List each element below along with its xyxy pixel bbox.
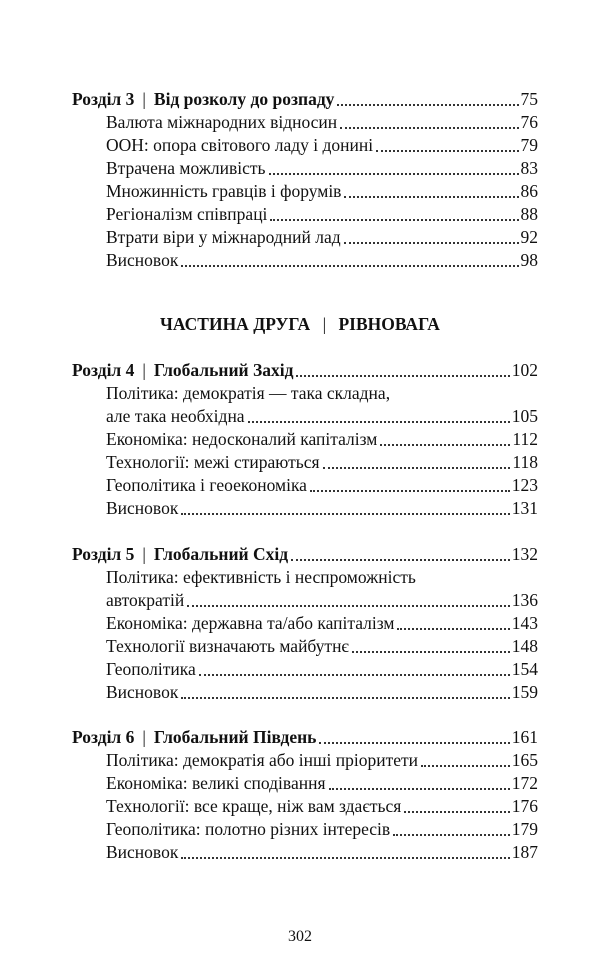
toc-chapter-3: [0, 88, 600, 112]
dot-leader: [187, 605, 510, 607]
item-title: Множинність гравців і форумів: [106, 181, 342, 201]
separator: |: [142, 544, 146, 564]
dot-leader: [421, 765, 510, 767]
separator: |: [142, 727, 146, 747]
separator: |: [142, 360, 146, 380]
item-title-line1: Політика: ефективність і неспроможність: [106, 567, 416, 587]
item-title: Технології: межі стираються: [106, 452, 320, 472]
chapter-title: Глобальний Захід: [153, 360, 294, 380]
item-title: Валюта міжнародних відносин: [106, 112, 338, 132]
page-number: 105: [511, 406, 538, 426]
item-title: Втрачена можливість: [106, 158, 266, 178]
chapter-label: Розділ 6: [72, 727, 135, 747]
toc-item-line1: [0, 566, 600, 590]
chapter-heading-row: [72, 359, 538, 381]
dot-leader: [344, 196, 518, 198]
dot-leader: [181, 513, 509, 515]
item-title: Висновок: [106, 682, 179, 702]
item-title: Економіка: великі сподівання: [106, 773, 326, 793]
toc-item: [0, 795, 600, 819]
toc-item: [0, 111, 600, 135]
dot-leader: [270, 219, 518, 221]
toc-item: [0, 226, 600, 250]
dot-leader: [199, 674, 510, 676]
toc-chapter-6: [0, 726, 600, 750]
dot-leader: [352, 651, 510, 653]
toc-item: [0, 134, 600, 158]
page-number: 102: [511, 360, 538, 380]
toc-item: [0, 157, 600, 181]
dot-leader: [323, 467, 511, 469]
item-title: Політика: демократія або інші пріоритети: [106, 750, 419, 770]
toc-item: [0, 474, 600, 498]
page-number: 112: [512, 429, 538, 449]
part-label: ЧАСТИНА ДРУГА: [160, 314, 311, 334]
chapter-label: Розділ 4: [72, 360, 135, 380]
chapter-label: Розділ 5: [72, 544, 135, 564]
dot-leader: [376, 150, 518, 152]
dot-leader: [291, 559, 510, 561]
dot-leader: [248, 421, 510, 423]
toc-chapter-5: [0, 543, 600, 567]
dot-leader: [340, 127, 518, 129]
dot-leader: [269, 173, 519, 175]
chapter-heading-row: [72, 543, 538, 565]
item-title: Економіка: недосконалий капіталізм: [106, 429, 378, 449]
dot-leader: [404, 811, 509, 813]
item-title: Висновок: [106, 842, 179, 862]
item-title: Технології визначають майбутнє: [106, 636, 349, 656]
toc-item: [0, 497, 600, 521]
toc-item: [0, 428, 600, 452]
page-number: 123: [511, 475, 538, 495]
toc-item: [0, 681, 600, 705]
part-title: РІВНОВАГА: [338, 314, 440, 334]
dot-leader: [380, 444, 510, 446]
separator: |: [322, 314, 327, 334]
toc-chapter-4: [0, 359, 600, 383]
toc-item: [0, 612, 600, 636]
dot-leader: [329, 788, 510, 790]
dot-leader: [181, 265, 518, 267]
item-title: Регіоналізм співпраці: [106, 204, 268, 224]
page-number: 75: [520, 89, 538, 109]
item-title: Геополітика: [106, 659, 196, 679]
page-number: 98: [520, 250, 538, 270]
dot-leader: [337, 104, 518, 106]
chapter-heading-row: [72, 726, 538, 748]
toc-item: [0, 749, 600, 773]
page-number: 154: [511, 659, 538, 679]
page-number: 131: [511, 498, 538, 518]
dot-leader: [319, 742, 509, 744]
dot-leader: [310, 490, 510, 492]
toc-item: [0, 658, 600, 682]
chapter-title: Глобальний Схід: [153, 544, 289, 564]
page-number: 86: [520, 181, 538, 201]
page-number: 132: [511, 544, 538, 564]
toc-item: [0, 180, 600, 204]
toc-item: [0, 589, 600, 613]
toc-item-line1: [0, 382, 600, 406]
toc-item: [0, 841, 600, 865]
item-title: Втрати віри у міжнародний лад: [106, 227, 341, 247]
page-number: 143: [511, 613, 538, 633]
item-title: Висновок: [106, 250, 179, 270]
toc-item: [0, 451, 600, 475]
item-title: Геополітика: полотно різних інтересів: [106, 819, 391, 839]
toc-item: [0, 635, 600, 659]
item-title: Технології: все краще, ніж вам здається: [106, 796, 402, 816]
page-number: 161: [511, 727, 538, 747]
page-number: 88: [520, 204, 538, 224]
page-number: 159: [511, 682, 538, 702]
page-number: 187: [511, 842, 538, 862]
chapter-heading-row: [72, 88, 538, 110]
item-title: Геополітика і геоекономіка: [106, 475, 307, 495]
item-title: автократій: [106, 590, 185, 610]
toc-item: [0, 818, 600, 842]
dot-leader: [393, 834, 510, 836]
chapter-title: Від розколу до розпаду: [153, 89, 335, 109]
item-title: Економіка: державна та/або капіталізм: [106, 613, 395, 633]
page-number: 79: [520, 135, 538, 155]
page-number: 83: [520, 158, 538, 178]
page-number: 76: [520, 112, 538, 132]
separator: |: [142, 89, 146, 109]
page-number: 92: [520, 227, 538, 247]
dot-leader: [296, 375, 509, 377]
item-title-line1: Політика: демократія — така складна,: [106, 383, 391, 403]
page-number: 118: [512, 452, 538, 472]
page-number: 179: [511, 819, 538, 839]
toc-item: [0, 203, 600, 227]
toc-item: [0, 249, 600, 273]
page-number: 136: [511, 590, 538, 610]
dot-leader: [397, 628, 509, 630]
dot-leader: [181, 697, 509, 699]
toc-item: [0, 772, 600, 796]
page-number: 165: [511, 750, 538, 770]
page-number: 148: [511, 636, 538, 656]
chapter-title: Глобальний Південь: [153, 727, 317, 747]
toc-item: [0, 405, 600, 429]
page-number: 172: [511, 773, 538, 793]
chapter-label: Розділ 3: [72, 89, 135, 109]
dot-leader: [344, 242, 519, 244]
page-number: 176: [511, 796, 538, 816]
item-title: Висновок: [106, 498, 179, 518]
dot-leader: [181, 857, 509, 859]
item-title: але така необхідна: [106, 406, 245, 426]
page-folio: 302: [288, 928, 312, 945]
part-heading: [0, 314, 600, 335]
item-title: ООН: опора світового ладу і донині: [106, 135, 374, 155]
